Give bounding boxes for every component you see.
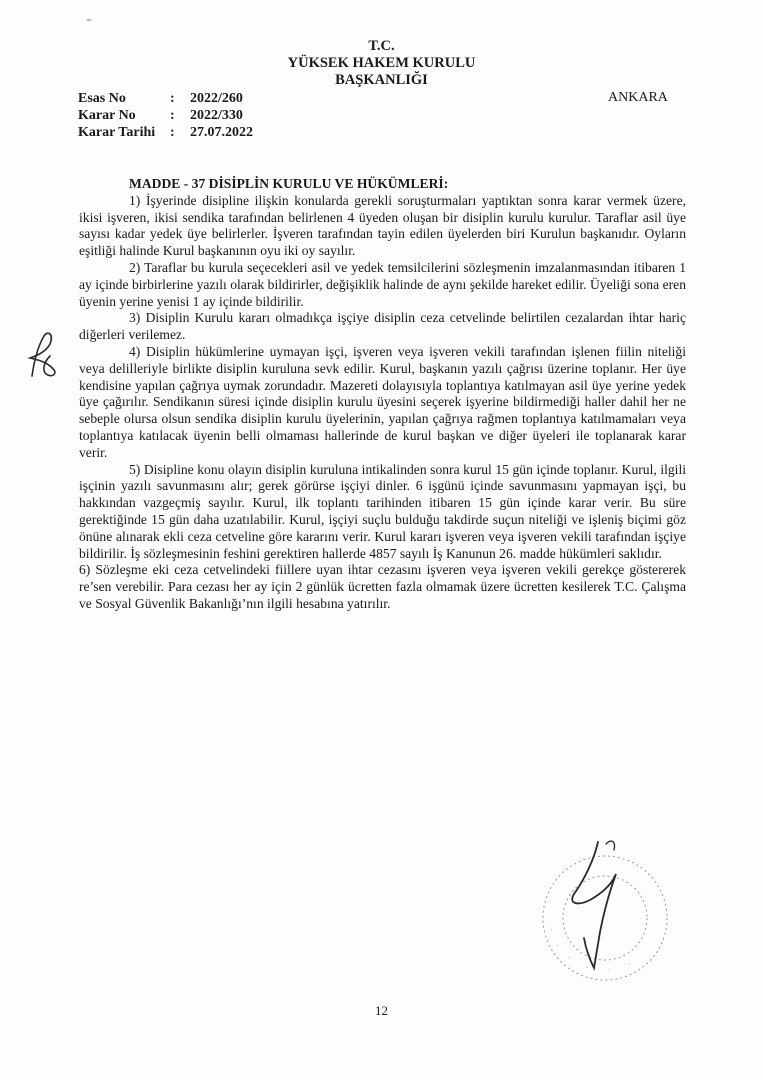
handwritten-margin-mark [24,332,64,378]
stamp-circle [543,856,667,980]
colon: : [170,108,175,123]
paragraph-5: 5) Disipline konu olayın disiplin kuruluna intikalinden sonra kurul 15 gün içinde toplanır. Kurul, ilgili işçinin yazılı savunmasını alır; gerek görürse işçiyi dinler. 6 işgünü içinde savunmasını yapmayan işçi, bu hakkından vazgeçmiş sayılır. Kurul, ilk toplantı tarihinden itibaren 15 gün içinde karar verir. Bu süre gerektiğinde 15 gün daha uzatılabilir. Kurul, işçiyi suçlu bulduğu takdirde suçun niteliği ve işleniş biçimi göz önüne alınarak ekli ceza cetveline göre kararını verir. Kurul kararı işveren veya işveren vekili tarafından işçiye bildirilir. İş sözleşmesinin feshini gerektiren hallerde 4857 sayılı İş Kanunun 26. madde hükümleri saklıdır. [79,461,686,561]
header-institution: YÜKSEK HAKEM KURULU [287,55,476,71]
header-presidency: BAŞKANLIĞI [335,72,428,88]
svg-text:·: · [628,960,631,968]
article-body [79,176,686,613]
svg-text:·: · [608,966,611,974]
signature-and-stamp [520,820,670,1020]
paragraph-6: 6) Sözleşme eki ceza cetvelindeki fiillere uyan ihtar cezasını işveren veya işveren vekili gerekçe göstererek re’sen verebilir. Para cezası her ay için 2 günlük ücretten fazla olmamak üzere ücretten kesilerek T.C. Çalışma ve Sosyal Güvenlik Bakanlığı’nın ilgili hesabına yatırılır. [79,562,686,611]
esas-label: Esas No [78,91,126,106]
karar-label: Karar No [78,108,136,123]
page-number: 12 [375,1003,388,1018]
paragraph-2: 2) Taraflar bu kurula seçecekleri asil ve yedek temsilcilerini sözleşmenin imzalanmasından itibaren 1 ay içinde birbirlerine yazılı olarak bildirirler, değişiklik halinde de aynı şekilde hareket edilir. Üyeliği sona eren üyenin yerine yenisi 1 ay içinde bildirilir. [79,259,686,309]
esas-row [78,90,253,107]
svg-text:·: · [556,942,559,950]
header-tc: T.C. [368,38,395,54]
karar-value: 2022/330 [190,108,243,123]
paragraph-1: 1) İşyerinde disipline ilişkin konularda gerekli soruşturmaları yaptıktan sonra karar vermek üzere, ikisi işveren, ikisi sendika tarafından belirlenen 4 üyeden oluşan bir disiplin kurulu kurulur. Taraflar asil üye sayısı kadar yedek üye belirlerler. İşveren tarafından tayin edilen üyelerden biri Kurulun başkanıdır. Oyların eşitliği halinde Kurul başkanının oyu iki oy sayılır. [79,192,686,259]
tarih-row [78,124,253,141]
colon: : [170,125,175,140]
svg-text:·: · [586,964,589,972]
svg-text:·: · [550,926,553,934]
colon: : [170,91,175,106]
karar-row [78,107,253,124]
article-heading: MADDE - 37 DİSİPLİN KURULU VE HÜKÜMLERİ: [129,176,449,191]
tarih-label: Karar Tarihi [78,125,156,140]
tarih-value: 27.07.2022 [190,125,253,140]
svg-text:·: · [568,954,571,962]
paragraph-4: 4) Disiplin hükümlerine uymayan işçi, işveren veya işveren vekili tarafından işlenen fiilin niteliği veya delilleriyle birlikte disiplin kuruluna sevk edilir. Kurul, başkanın yazılı çağrısı üzerine toplanır. Her üye kendisine yapılan çağrıya uymak zorundadır. Mazereti dolayısıyla toplantıya katılmayan asil üye yerine yedek üye çağırılır. Sendikanın süresi içinde disiplin kurulu üyesini seçerek işyerine bildirmediği haller dahil her ne sebeple olursa olsun sendika disiplin kurulu üyelerinin, yapılan çağrıya rağmen toplantıya katılmamaları veya toplantıya katılacak üyenin belli olmaması hallerinde de kurul başkan ve diğer üyeleri ile toplanarak karar verir. [79,343,686,460]
case-metadata [78,90,253,141]
esas-value: 2022/260 [190,91,243,106]
signature-tail [606,841,615,850]
paragraph-3: 3) Disiplin Kurulu kararı olmadıkça işçiye disiplin ceza cetvelinde belirtilen cezalardan ihtar hariç diğerleri verilemez. [79,310,686,343]
signature-stroke [572,842,616,968]
stamp-letters [550,926,630,974]
city: ANKARA [608,90,668,105]
scan-smudge [86,18,92,22]
